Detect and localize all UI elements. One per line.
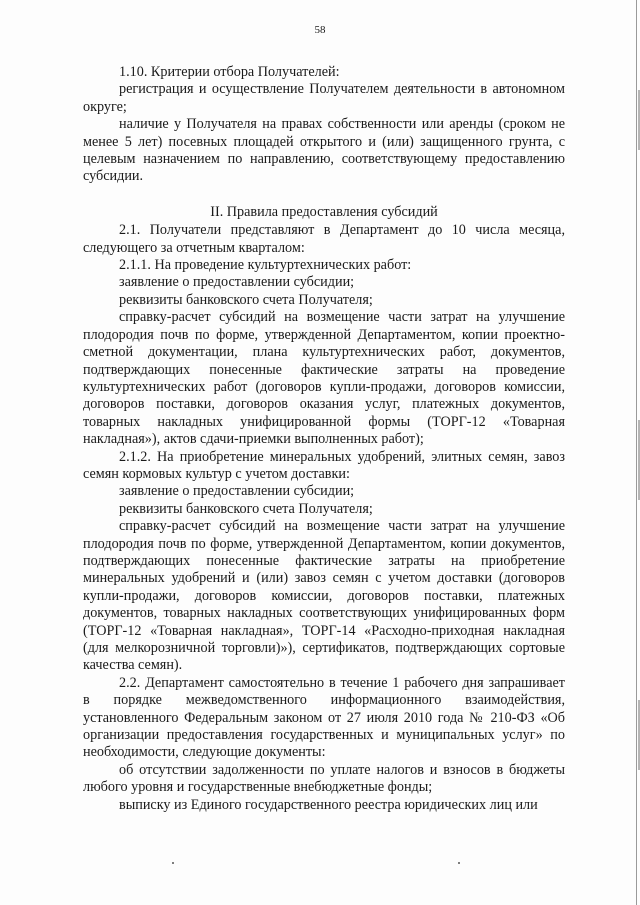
scan-speck (172, 862, 174, 864)
page-number: 58 (314, 24, 326, 36)
list-item: реквизиты банковского счета Получателя; (119, 291, 373, 308)
section-heading: II. Правила предоставления субсидий (210, 203, 438, 220)
criteria-title: 1.10. Критерии отбора Получателей: (119, 64, 340, 80)
criteria-item: наличие у Получателя на правах собственности или аренды (сроком не менее 5 лет) посевных площадей открытого и (или) защищенного грунта, с целевым назначением по направлению, соответствующему предоставлению субсидии. (83, 116, 565, 185)
criteria-item: регистрация и осуществление Получателем деятельности в автономном округе; (83, 81, 565, 115)
list-item: справку-расчет субсидий на возмещение части затрат на улучшение плодородия почв по форме, утвержденной Департаментом, копии документов, подтверждающих понесенные фактические затраты на приобретение минеральных удобрений и (или) завоз семян с учетом доставки (договоров купли-продажи, договоров комиссии, договоров поставки, платежных документов, товарных накладных соответствующих унифицированных форм (ТОРГ-12 «Товарная накладная», ТОРГ-14 «Расходно-приходная накладная (для мелкорозничной торговли)»), сертификатов, подтверждающих сортовые качества семян). (83, 518, 565, 674)
scan-speck (458, 862, 460, 864)
list-item: выписку из Единого государственного реестра юридических лиц или (119, 796, 538, 813)
paragraph-2-1: 2.1. Получатели представляют в Департамент до 10 числа месяца, следующего за отчетным кварталом: (83, 222, 565, 256)
list-item: заявление о предоставлении субсидии; (119, 274, 355, 291)
document-body (83, 64, 565, 814)
list-item: заявление о предоставлении субсидии; (119, 483, 355, 500)
paragraph-2-1-2-title: 2.1.2. На приобретение минеральных удобрений, элитных семян, завоз семян кормовых культур с учетом доставки: (83, 448, 565, 482)
list-item: реквизиты банковского счета Получателя; (119, 500, 373, 517)
list-item: об отсутствии задолженности по уплате налогов и взносов в бюджеты любого уровня и государственные внебюджетные фонды; (83, 761, 565, 796)
paragraph-2-2: 2.2. Департамент самостоятельно в течение 1 рабочего дня запрашивает в порядке межведомственного информационного взаимодействия, установленного Федеральным законом от 27 июля 2010 года № 210-ФЗ «Об организации предоставления государственных и муниципальных услуг» по необходимости, следующие документы: (83, 674, 565, 761)
list-item: справку-расчет субсидий на возмещение части затрат на улучшение плодородия почв по форме, утвержденной Департаментом, копии проектно-сметной документации, плана культуртехнических работ, документов, подтверждающих понесенные фактические затраты на проведение культуртехнических работ (договоров купли-продажи, договоров комиссии, договоров поставки, договоров оказания услуг, платежных документов, товарных накладных унифицированной формы (ТОРГ-12 «Товарная накладная»), актов сдачи-приемки выполненных работ); (83, 309, 565, 448)
paragraph-2-1-1-title: 2.1.1. На проведение культуртехнических работ: (119, 257, 412, 274)
scan-edge-line (636, 0, 637, 905)
